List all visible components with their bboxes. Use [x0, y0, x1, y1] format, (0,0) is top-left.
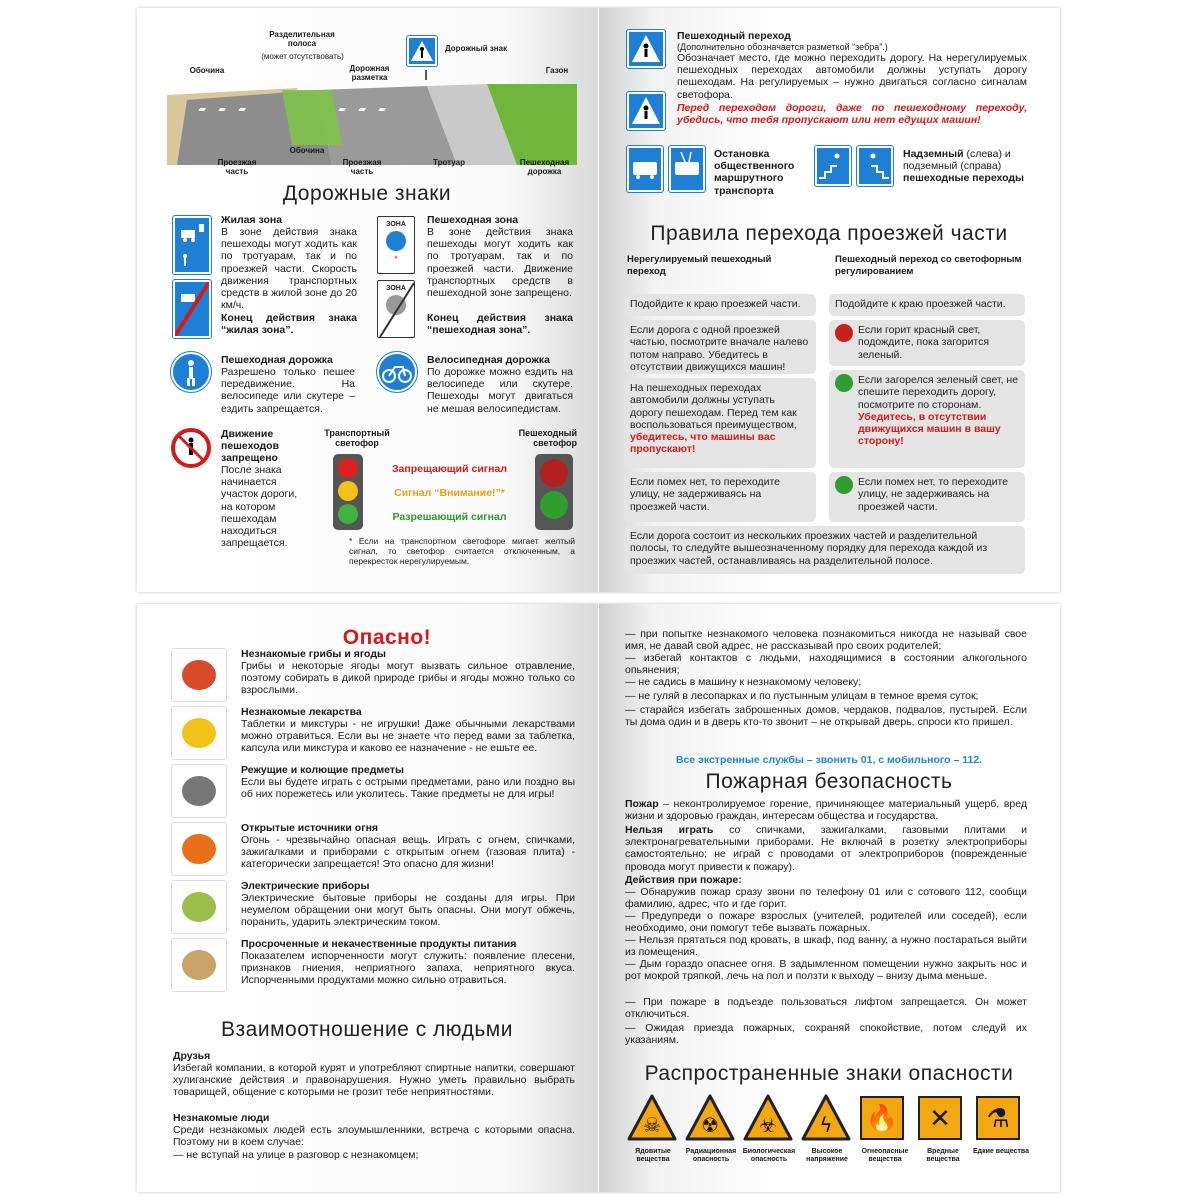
crosswalk-sub: (Дополнительно обозначается разметкой “зебра”.) — [677, 42, 888, 52]
friends-text: Избегай компании, в которой курят и употребляют спиртные напитки, совершают хулиганские действия и правонарушения. Нужно уметь правильно выбрать товарищей, общение с которыми не грозит тебе неприятностями. — [173, 1062, 575, 1099]
fire-noplay-term: Нельзя играть — [625, 824, 714, 836]
danger-page — [137, 604, 598, 1192]
danger-picture-1 — [171, 648, 227, 702]
fire-action-1: — Обнаружив пожар сразу звони по телефону 01 или с сотового 112, сообщи фамилию, адрес, что и где горит. — [625, 886, 1027, 911]
rule-left-1: Подойдите к краю проезжей части. — [624, 294, 816, 316]
crosswalk-warning: Перед переходом дороги, даже по пешеходному переходу, убедись, что тебя пропускают или нет едущих машин! — [677, 102, 1027, 127]
danger-heading-3: Режущие и колющие предметы — [241, 764, 404, 776]
hazard-label-6: Вредные вещества — [926, 1148, 960, 1163]
residential-zone-end-sign-icon — [173, 280, 211, 338]
hazard-label-3: Биологическая опасность — [742, 1148, 796, 1163]
trolleybus-stop-sign-icon — [669, 146, 705, 192]
fire-definition-text: – неконтролируемое горение, причиняющее материальный ущерб, вред жизни и здоровью граждан, интересам общества и государства. — [625, 798, 1027, 823]
danger-picture-4 — [171, 822, 227, 876]
danger-heading-5: Электрические приборы — [241, 880, 370, 892]
rule-right-3 — [829, 370, 1025, 468]
hazard-label-1: Ядовитые вещества — [635, 1148, 671, 1163]
zone-word-end: ЗОНА — [386, 285, 406, 292]
label-crosswalk: Пешеходная дорожка — [519, 158, 570, 176]
fire-definition — [625, 798, 1027, 822]
rule-right-4-text: Если помех нет, то переходите улицу, не задерживаясь на проезжей части. — [858, 476, 1009, 513]
fire-safety-page — [599, 604, 1060, 1192]
rule-right-2-text: Если горит красный свет, подождите, пока загорится зеленый. — [858, 324, 990, 361]
fire-action-4: — Дым гораздо опаснее огня. В задымленном помещении нужно закрыть нос и рот мокрой тряпкой, лечь на пол и ползти к выходу – внизу дыма меньше. — [625, 958, 1027, 983]
fire-title: Пожарная безопасность — [705, 770, 953, 793]
safety-rule-4: — не гуляй в лесопарках и по пустынным улицам в темное время суток; — [625, 690, 979, 702]
danger-title: Опасно! — [342, 626, 432, 649]
underpass-text-d: пешеходные переходы — [903, 172, 1025, 185]
rule-right-3-warn: Убедитесь, в отсутствии движущихся машин в вашу сторону! — [858, 410, 1001, 448]
safety-rule-5: — старайся избегать заброшенных домов, чердаков, подвалов, пустырей. Если ты дома один и в дверь кто-то звонит – не открывай дверь, спроси кто пришел. — [625, 704, 1027, 729]
underpass-text-c: (справа) — [960, 160, 1002, 173]
danger-text-6: Показателем испорченности могут служить: появление плесени, признаков гниения, неприятного запаха, неприятного вкуса. Испорченными продуктами можно сильно отравиться. — [241, 950, 575, 987]
zone-word: ЗОНА — [386, 221, 406, 228]
friends-heading: Друзья — [173, 1050, 211, 1062]
underpass-sign-icon — [857, 146, 893, 186]
footpath-heading: Пешеходная дорожка — [221, 354, 333, 366]
strangers-heading: Незнакомые люди — [173, 1112, 270, 1124]
rule-wide: Если дорога состоит из нескольких проезжих частей и разделительной полосы, то следуйте вышеозначенному порядку для перехода каждой из проезжих частей, останавливаясь на разделительной полосе. — [624, 526, 1025, 574]
label-divider-note: (может отсутствовать) — [261, 52, 344, 61]
pedestrian-zone-text: В зоне действия знака пешеходы могут ходить как по тротуарам, так и по проезжей части. Движение транспортных средств в пешеходной зоне запрещено. — [427, 226, 573, 300]
pedestrian-traffic-light — [535, 454, 573, 530]
rule-left-2: Если дорога с одной проезжей частью, посмотрите вначале налево потом направо. Убедитесь в отсутствии движущихся машин! — [624, 320, 816, 374]
fire-action-2: — Предупреди о пожаре взрослых (учителей, родителей или соседей), если необходимо, они помогут тебе вызвать пожарных. — [625, 910, 1027, 935]
hazard-label-5: Огнеопасные вещества — [861, 1148, 909, 1163]
road-diagram — [167, 70, 577, 165]
hazards-title: Распространенные знаки опасности — [644, 1062, 1014, 1085]
residential-zone-sign-icon — [173, 216, 211, 274]
label-carriageway-1: Проезжая часть — [217, 158, 257, 176]
label-markings: Дорожная разметка — [349, 64, 390, 82]
no-pedestrians-heading: Движение пешеходов запрещено — [221, 428, 280, 465]
bike-path-sign-icon — [377, 352, 417, 392]
danger-text-2: Таблетки и микстуры - не игрушки! Даже обычными лекарствами можно отравиться. Если вы не знаете что перед вами за таблетка, капсула или микстура и каково ее назначение - не ешьте ее. — [241, 718, 575, 755]
crosswalk-text: Обозначает место, где можно переходить дорогу. На нерегулируемых пешеходных переходах автомобили должны уступать дорогу пешеходам. На регулируемых – нужно двигаться согласно сигналам светофора. — [677, 52, 1027, 101]
crosswalk-zebra-sign-icon — [627, 30, 665, 68]
rules-title: Правила перехода проезжей части — [650, 222, 1008, 245]
rule-left-3 — [624, 378, 816, 468]
green-man-icon-2 — [835, 476, 853, 494]
signs-title: Дорожные знаки — [282, 182, 452, 205]
label-lawn: Газон — [545, 66, 569, 75]
transport-light-label: Транспортный светофор — [324, 428, 390, 448]
fire-action-5: — При пожаре в подъезде пользоваться лифтом запрещается. Он может отключиться. — [625, 996, 1027, 1021]
label-carriageway-2: Проезжая часть — [342, 158, 382, 176]
label-curb: Обочина — [289, 146, 325, 155]
safety-rule-2: — избегай контактов с людьми, находящимися в состоянии алкогольного опьянения; — [625, 652, 1027, 677]
danger-picture-5 — [171, 880, 227, 934]
fire-definition-term: Пожар — [625, 798, 659, 810]
footpath-text: Разрешено только пешее передвижение. На велосипеде или скутере – ездить запрещается. — [221, 366, 355, 415]
underpass-text-a: Надземный — [903, 148, 964, 160]
fire-action-3: — Нельзя прятаться под кровать, в шкаф, под ванну, а нужно постараться выйти из помещения. — [625, 934, 1027, 959]
overpass-sign-icon — [815, 146, 851, 186]
residential-zone-heading: Жилая зона — [221, 214, 283, 226]
green-man-icon — [835, 374, 853, 392]
people-title: Взаимоотношение с людьми — [221, 1018, 513, 1041]
pedestrian-zone-end-text: Конец действия знака “пешеходная зона”. — [427, 312, 573, 337]
safety-rule-1: — при попытке незнакомого человека познакомиться никогда не называй свое имя, не давай свой адрес, не рассказывай про своих родителей; — [625, 628, 1027, 653]
danger-text-5: Электрические бытовые приборы не созданы для игры. При неумелом обращении они могут быть опасны. Они могут обжечь, поранить, ударить электрическим током. — [241, 892, 575, 929]
danger-text-4: Огонь - чрезвычайно опасная вещь. Играть с огнем, спичками, зажигалками и приборами с открытым огнем (газовая плита) - категорически запрещается! Это опасно для жизни! — [241, 834, 575, 871]
corrosive-icon: ⚗ — [976, 1096, 1020, 1140]
red-man-icon — [835, 324, 853, 342]
rules-col2-heading: Пешеходный переход со светофорным регулированием — [835, 254, 1022, 278]
biohazard-icon — [743, 1094, 789, 1140]
hazard-label-4: Высокое напряжение — [806, 1148, 848, 1163]
danger-picture-2 — [171, 706, 227, 760]
flame-icon: 🔥 — [860, 1096, 904, 1140]
danger-heading-6: Просроченные и некачественные продукты питания — [241, 938, 517, 950]
fire-action-6: — Ожидая приезда пожарных, сохраняй спокойствие, потом следуй их указаниям. — [625, 1022, 1027, 1047]
svg-text:ϟ: ϟ — [819, 1113, 833, 1137]
road-signs-page — [137, 8, 598, 592]
danger-text-3: Если вы будете играть с острыми предметами, рано или поздно вы об них порежетесь или уколитесь. Такие предметы не для игры! — [241, 776, 575, 801]
underpass-text-b: (слева) и подземный — [903, 148, 1011, 173]
red-signal-text: Запрещающий сигнал — [391, 463, 507, 475]
danger-heading-1: Незнакомые грибы и ягоды — [241, 648, 386, 660]
svg-text:☠: ☠ — [643, 1113, 661, 1137]
rule-right-4 — [829, 472, 1025, 522]
crosswalk-sign-icon — [407, 36, 437, 66]
green-signal-text: Разрешающий сигнал — [392, 511, 507, 523]
radiation-icon — [685, 1094, 731, 1140]
rules-col1-heading: Нерегулируемый пешеходный переход — [627, 254, 772, 278]
label-divider: Разделительная полоса — [269, 30, 335, 48]
pedestrian-zone-end-sign-icon — [377, 280, 415, 338]
crossing-rules-page — [599, 8, 1060, 592]
safety-rule-3: — не садись в машину к незнакомому человеку; — [625, 676, 862, 688]
pedestrian-zone-heading: Пешеходная зона — [427, 214, 519, 226]
danger-picture-6 — [171, 938, 227, 992]
svg-text:☣: ☣ — [759, 1113, 777, 1137]
danger-picture-3 — [171, 764, 227, 818]
pedestrian-zone-sign-icon: ЗОНА * — [377, 216, 415, 274]
crosswalk-heading: Пешеходный переход — [677, 30, 791, 42]
label-sidewalk: Тротуар — [433, 158, 465, 167]
hazard-label-2: Радиационная опасность — [685, 1148, 737, 1163]
bottom-spread — [137, 604, 1060, 1192]
skull-icon — [627, 1094, 673, 1140]
footpath-sign-icon — [171, 352, 211, 392]
rule-right-3-text: Если загорелся зеленый свет, не спешите переходить дорогу, посмотрите по сторонам. — [858, 374, 1019, 411]
harmful-x-icon: ✕ — [918, 1096, 962, 1140]
strangers-rule-1: — не вступай на улице в разговор с незнакомцем; — [173, 1149, 419, 1161]
no-pedestrians-sign-icon — [171, 428, 211, 468]
bus-stop-sign-icon — [627, 146, 663, 192]
strangers-text: Среди незнакомых людей есть злоумышленники, встреча с которыми опасна. Поэтому ни в коем случае: — [173, 1124, 575, 1149]
label-sign: Дорожный знак — [445, 44, 508, 53]
residential-zone-text: В зоне действия знака пешеходы могут ходить как по тротуарам, так и по проезжей части. Скорость движения транспортных средств в жилой зоне до 20 км/ч. — [221, 226, 357, 312]
danger-text-1: Грибы и некоторые ягоды могут вызвать сильное отравление, поэтому собирать в дикой природе грибы и ягоды можно только со взрослыми. — [241, 660, 575, 697]
residential-zone-end-text: Конец действия знака “жилая зона”. — [221, 312, 357, 337]
fire-noplay-text: со спичками, зажигалками, газовыми плитами и электронагревательными приборами. Не включай в розетку электроприборы самостоятельно; не играй с проводами от электроприборов (поврежденные провода могут привести к пожару). — [625, 824, 1027, 873]
top-spread — [137, 8, 1060, 592]
label-shoulder: Обочина — [189, 66, 225, 75]
high-voltage-icon — [801, 1094, 847, 1140]
hazard-label-7: Едкие вещества — [973, 1148, 1029, 1155]
crosswalk-sign-2-icon — [627, 92, 665, 130]
no-pedestrians-text: После знака начинается участок дороги, на котором пешеходам находиться запрещается. — [221, 464, 298, 550]
svg-text:☢: ☢ — [701, 1113, 719, 1137]
fire-noplay — [625, 824, 1027, 873]
rule-left-3-warn: убедитесь, что машины вас пропускают! — [630, 431, 776, 456]
traffic-light-note: * Если на транспортном светофоре мигает желтый сигнал, то светофор считается отключенным, а перекресток нерегулируемым. — [349, 536, 575, 566]
bike-path-text: По дорожке можно ездить на велосипеде или скутере. Пешеходы могут двигаться не мешая велосипедистам. — [427, 366, 573, 415]
rule-right-2 — [829, 320, 1025, 366]
danger-heading-2: Незнакомые лекарства — [241, 706, 362, 718]
underpass-text — [903, 148, 1033, 185]
rule-left-3-text: На пешеходных переходах автомобили должны уступать дорогу пешеходам. Перед тем как воспользоваться преимуществом, — [630, 382, 797, 431]
bike-path-heading: Велосипедная дорожка — [427, 354, 550, 366]
rule-left-4: Если помех нет, то переходите улицу, не задерживаясь на проезжей части. — [624, 472, 816, 522]
transport-traffic-light — [333, 454, 363, 530]
rule-right-1: Подойдите к краю проезжей части. — [829, 294, 1025, 316]
fire-actions-heading: Действия при пожаре: — [625, 874, 742, 886]
yellow-signal-text: Сигнал “Внимание!”* — [394, 487, 505, 499]
emergency-numbers: Все экстренные службы – звонить 01, с мобильного – 112. — [675, 754, 983, 766]
bus-stop-text: Остановка общественного маршрутного транспорта — [714, 148, 795, 197]
pedestrian-light-label: Пешеходный светофор — [518, 428, 577, 448]
danger-heading-4: Открытые источники огня — [241, 822, 379, 834]
